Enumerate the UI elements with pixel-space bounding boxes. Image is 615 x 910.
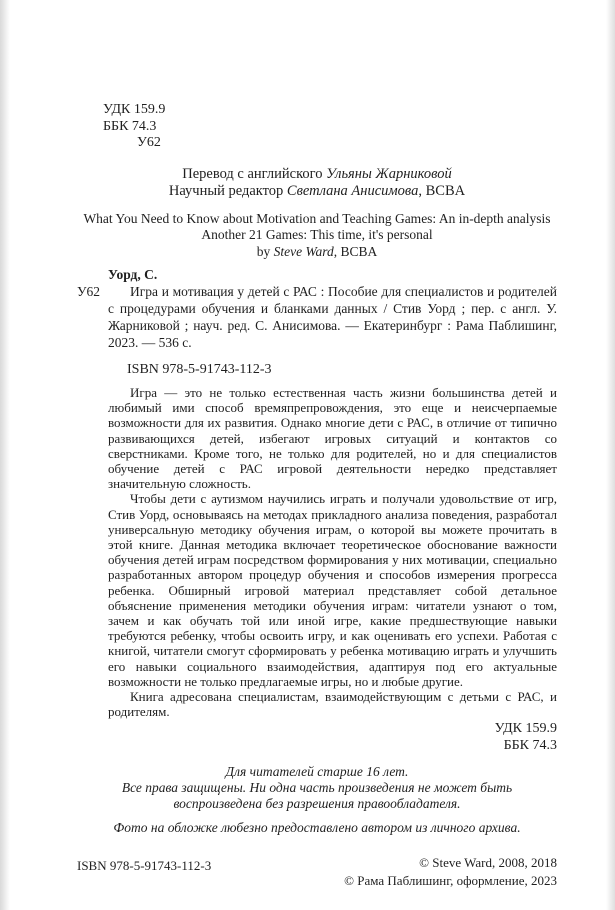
translator-line <box>77 166 557 183</box>
classification-codes-bottom <box>77 721 557 754</box>
catalog-description-wrap <box>77 283 557 351</box>
rights-notices <box>77 764 557 812</box>
annotation-paragraph-1: Игра — это не только естественная часть жизни большинства детей и любимый ими способ времяпрепровождения, это еще и неисчерпаемые возможности для их развития. Однако многие дети с РАС, в отличие от типично развивающихся детей, избегают игровых ситуаций и контактов со сверстниками. Кроме того, не только для родителей, но и для специалистов обучение детей с РАС игровой деятельности нередко представляет значительную сложность. <box>108 385 557 492</box>
isbn-top: ISBN 978-5-91743-112-3 <box>127 362 272 377</box>
annotation-block <box>108 385 557 719</box>
annotation-paragraph-3: Книга адресована специалистам, взаимодействующим с детьми с РАС, и родителям. <box>108 689 557 720</box>
classification-codes-top <box>103 102 557 152</box>
by-prefix: by <box>256 243 274 259</box>
bbk-code-bottom: ББК 74.3 <box>503 737 557 753</box>
editor-prefix: Научный редактор <box>168 182 287 199</box>
original-author-suffix: , BCBA <box>333 243 378 259</box>
catalog-margin-code: У62 <box>77 284 101 299</box>
translation-prefix: Перевод с английского <box>182 165 327 182</box>
rights-reserved-note: Все права защищены. Ни одна часть произведения не может быть воспроизведена без разрешения правообладателя. <box>121 780 513 812</box>
age-restriction-note: Для читателей старше 16 лет. <box>225 764 409 780</box>
editor-line <box>77 183 557 200</box>
catalog-author-heading: Уорд, С. <box>108 267 158 282</box>
author-sign-code: У62 <box>137 135 161 150</box>
catalog-description: Игра и мотивация у детей с РАС : Пособие для специалистов и родителей с процедурами обучения и бланками данных / Стив Уорд ; пер. с англ. У. Жарниковой ; науч. ред. С. Анисимова. — Екатеринбург : Рама Паблишинг, 2023. — 536 с. <box>108 284 557 350</box>
cover-photo-note: Фото на обложке любезно предоставлено автором из личного архива. <box>113 820 521 836</box>
editor-name: Светлана Анисимова <box>286 182 419 199</box>
isbn-footer: ISBN 978-5-91743-112-3 <box>77 858 212 874</box>
annotation-paragraph-2: Чтобы дети с аутизмом научились играть и получали удовольствие от игр, Стив Уорд, основываясь на методах прикладного анализа поведения, разработал универсальную методику обучения играм, о которой вы можете прочитать в этой книге. Данная методика включает теоретическое обоснование важности обучения детей играм посредством формирования у них мотивации, специально разработанных автором процедур обучения и способов измерения прогресса ребенка. Обширный игровой материал представляет собой детальное объяснение применения методики обучения играм: читатели узнают о том, зачем и как обучать той или иной игре, какие предшествующие навыки требуются ребенку, чтобы освоить игру, и как оценивать его успехи. Работая с книгой, читатели смогут сформировать у ребенка мотивацию играть и улучшить его навыки социального взаимодействия, адаптируя под его актуальные возможности не только предлагаемые игры, но и любые другие. <box>108 491 557 689</box>
copyright-block <box>344 854 557 889</box>
imprint-footer <box>77 854 557 889</box>
bbk-code-top: ББК 74.3 <box>103 118 157 134</box>
copyright-publisher: © Рама Паблишинг, оформление, 2023 <box>344 872 557 888</box>
editor-suffix: , BCBA <box>418 182 466 199</box>
original-title-line2: Another 21 Games: This time, it's personal <box>201 227 433 242</box>
original-author-line <box>77 244 557 261</box>
translator-name: Ульяны Жарниковой <box>326 165 452 182</box>
copyright-author: © Steve Ward, 2008, 2018 <box>419 855 557 871</box>
original-title-block <box>77 211 557 261</box>
catalog-entry <box>77 266 557 351</box>
translation-credits <box>77 166 557 200</box>
udk-code-top: УДК 159.9 <box>103 102 166 117</box>
original-author-name: Steve Ward <box>273 243 334 259</box>
udk-code-bottom: УДК 159.9 <box>494 721 557 737</box>
original-title-line1: What You Need to Know about Motivation and Teaching Games: An in-depth analysis <box>83 210 551 226</box>
